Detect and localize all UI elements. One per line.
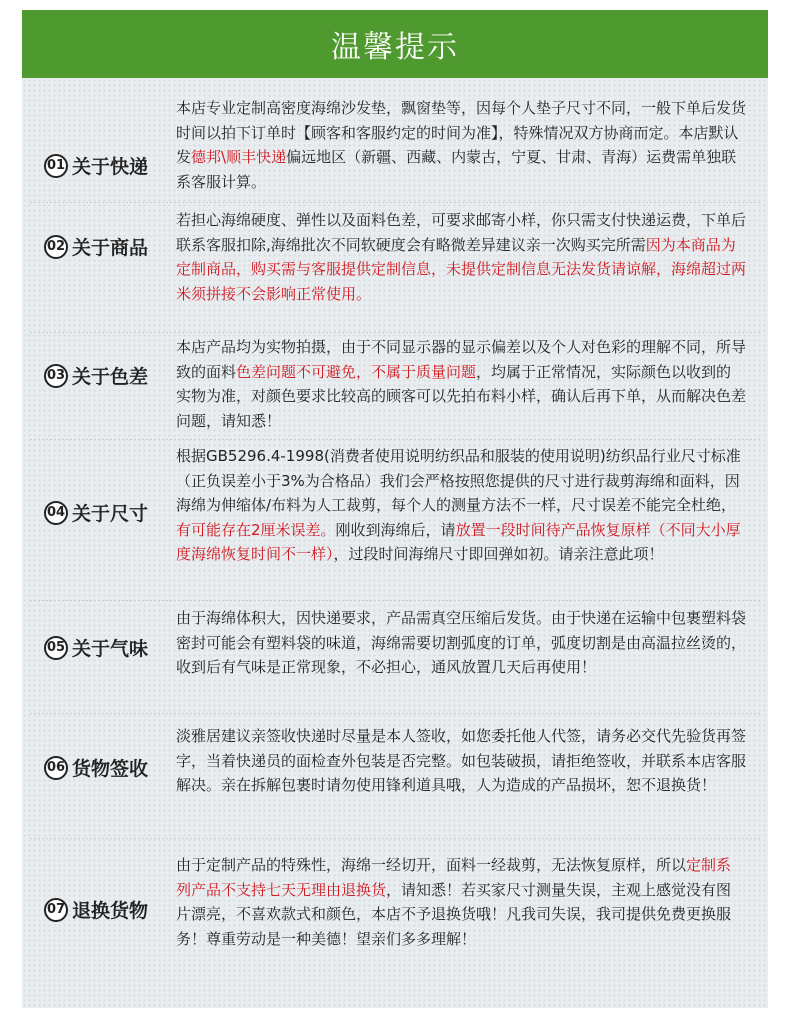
- section-number-badge: 06: [44, 756, 68, 780]
- section-body: 本店产品均为实物拍摄，由于不同显示器的显示偏差以及个人对色彩的理解不同，所导致的面料色差问题不可避免，不属于质量问题，均属于正常情况，实际颜色以收到的实物为准，对颜色要求比较高的顾客可以先拍布料小样，确认后再下单，从而解决色差问题，请知悉！: [176, 338, 747, 430]
- section-title: 货物签收: [72, 758, 149, 780]
- section-label: [44, 634, 148, 661]
- page-header: [22, 10, 768, 78]
- section-label: [44, 152, 148, 179]
- section-title: 关于尺寸: [72, 503, 149, 525]
- section-number-badge: 02: [44, 235, 68, 259]
- section-divider: [30, 713, 760, 714]
- section-title: 关于商品: [72, 237, 149, 259]
- section-divider: [30, 600, 760, 601]
- section-label: [44, 754, 148, 781]
- section-number-badge: 04: [44, 501, 68, 525]
- section-body: 由于海绵体积大，因快递要求，产品需真空压缩后发货。由于快递在运输中包裹塑料袋密封可能会有塑料袋的味道，海绵需要切割弧度的订单，弧度切割是由高温拉丝烫的，收到后有气味是正常现象，不必担心，通风放置几天后再使用！: [176, 609, 747, 676]
- section-divider: [30, 332, 760, 333]
- section-number-badge: 03: [44, 364, 68, 388]
- section-title: 关于色差: [72, 366, 149, 388]
- page-title: 温馨提示: [331, 30, 459, 65]
- section-body: 根据GB5296.4-1998(消费者使用说明纺织品和服装的使用说明)纺织品行业尺寸标准（正负误差小于3%为合格品）我们会严格按照您提供的尺寸进行裁剪海绵和面料，因海绵为伸缩体/布料为人工裁剪，每个人的测量方法不一样，尺寸误差不能完全杜绝，有可能存在2厘米误差。刚收到海绵后，请放置一段时间待产品恢复原样（不同大小厚度海绵恢复时间不一样），过段时间海绵尺寸即回弹如初。请亲注意此项！: [176, 447, 741, 563]
- section-label: [44, 233, 148, 260]
- section-title: 退换货物: [72, 900, 149, 922]
- section-number-badge: 07: [44, 898, 68, 922]
- section-label: [44, 896, 148, 923]
- section-body: 若担心海绵硬度、弹性以及面料色差，可要求邮寄小样，你只需支付快递运费，下单后联系客服扣除,海绵批次不同软硬度会有略微差异建议亲一次购买完所需因为本商品为定制商品，购买需与客服提供定制信息，未提供定制信息无法发货请谅解，海绵超过两米须拼接不会影响正常使用。: [176, 211, 747, 303]
- section-divider: [30, 202, 760, 203]
- section-body: 本店专业定制高密度海绵沙发垫，飘窗垫等，因每个人垫子尺寸不同，一般下单后发货时间以拍下订单时【顾客和客服约定的时间为准】，特殊情况双方协商而定。本店默认发德邦\顺丰快递偏远地区（新疆、西藏、内蒙古，宁夏、甘肃、青海）运费需单独联系客服计算。: [176, 99, 747, 191]
- section-divider: [30, 439, 760, 440]
- notice-panel: [22, 78, 768, 1008]
- section-label: [44, 499, 148, 526]
- section-divider: [30, 838, 760, 839]
- section-number-badge: 01: [44, 154, 68, 178]
- section-title: 关于气味: [72, 638, 149, 660]
- section-number-badge: 05: [44, 636, 68, 660]
- section-body: 淡雅居建议亲签收快递时尽量是本人签收，如您委托他人代签，请务必交代先验货再签字，当着快递员的面检查外包装是否完整。如包装破损，请拒绝签收，并联系本店客服解决。亲在拆解包裹时请勿使用锋利道具哦，人为造成的产品损坏，恕不退换货！: [176, 727, 747, 794]
- section-body: 由于定制产品的特殊性，海绵一经切开，面料一经裁剪，无法恢复原样，所以定制系列产品不支持七天无理由退换货，请知悉！若买家尺寸测量失误，主观上感觉没有图片漂亮，不喜欢款式和颜色，本店不予退换货哦！凡我司失误，我司提供免费更换服务！尊重劳动是一种美德！望亲们多多理解！: [176, 856, 732, 948]
- section-title: 关于快递: [72, 156, 149, 178]
- section-label: [44, 362, 148, 389]
